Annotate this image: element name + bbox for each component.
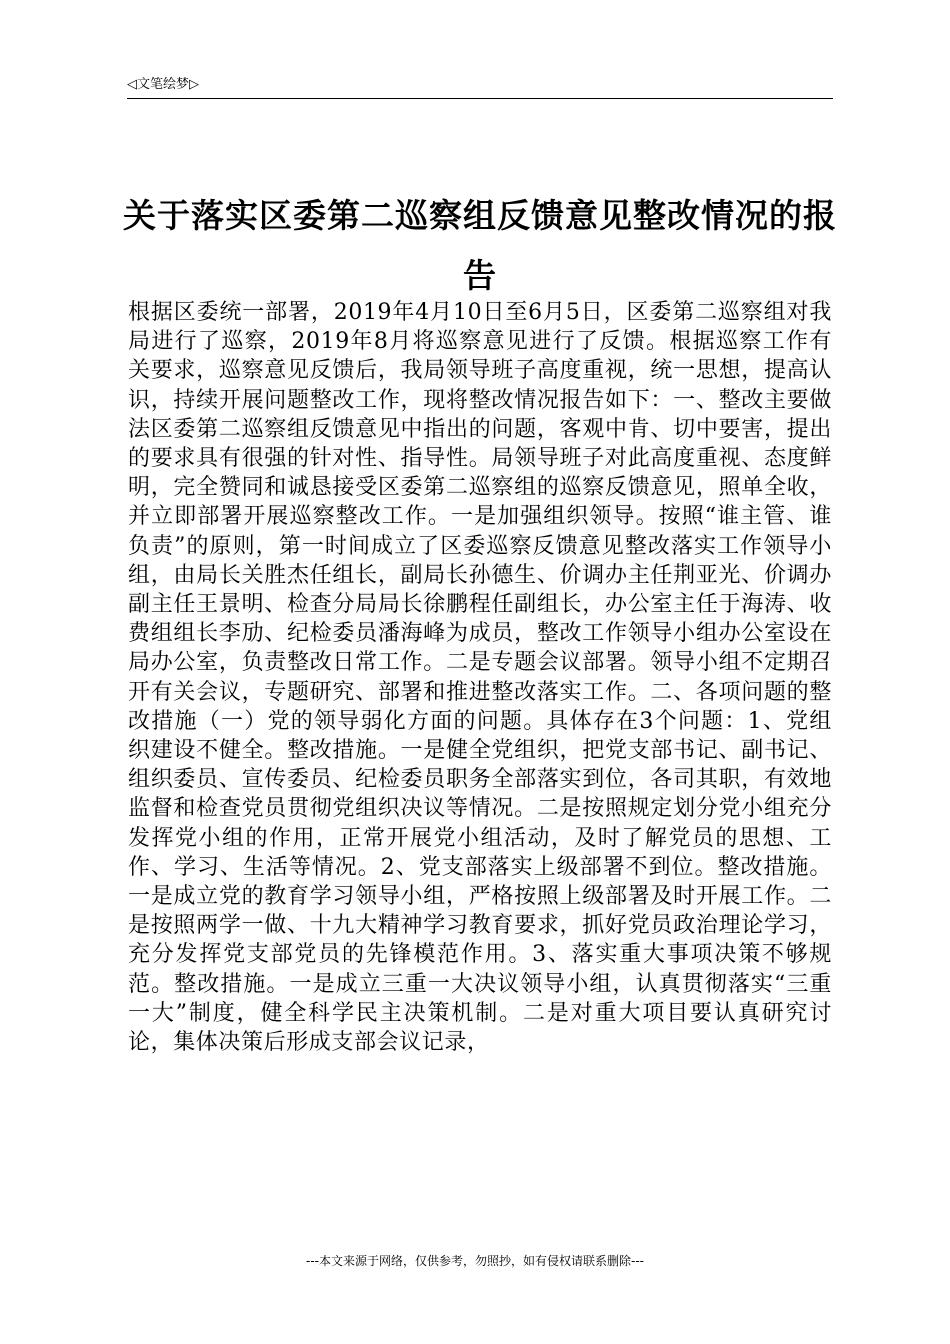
footer-note: ---本文来源于网络，仅供参考，勿照抄，如有侵权请联系删除--- [306, 1254, 644, 1268]
document-title: 关于落实区委第二巡察组反馈意见整改情况的报告 [123, 196, 837, 295]
header-label: ◁文笔绘梦▷ [127, 77, 199, 92]
page-header [127, 76, 833, 99]
document-body: 根据区委统一部署，2019年4月10日至6月5日，区委第二巡察组对我局进行了巡察，2019年8月将巡察意见进行了反馈。根据巡察工作有关要求，巡察意见反馈后，我局领导班子高度重视，统一思想，提高认识，持续开展问题整改工作，现将整改情况报告如下：一、整改主要做法区委第二巡察组反馈意见中指出的问题，客观中肯、切中要害，提出的要求具有很强的针对性、指导性。局领导班子对此高度重视、态度鲜明，完全赞同和诚恳接受区委第二巡察组的巡察反馈意见，照单全收，并立即部署开展巡察整改工作。一是加强组织领导。按照“谁主管、谁负责”的原则，第一时间成立了区委巡察反馈意见整改落实工作领导小组，由局长关胜杰任组长，副局长孙德生、价调办主任荆亚光、价调办副主任王景明、检查分局局长徐鹏程任副组长，办公室主任于海涛、收费组组长李劢、纪检委员潘海峰为成员，整改工作领导小组办公室设在局办公室，负责整改日常工作。二是专题会议部署。领导小组不定期召开有关会议，专题研究、部署和推进整改落实工作。二、各项问题的整改措施（一）党的领导弱化方面的问题。具体存在3个问题：1、党组织建设不健全。整改措施。一是健全党组织，把党支部书记、副书记、组织委员、宣传委员、纪检委员职务全部落实到位，各司其职，有效地监督和检查党员贯彻党组织决议等情况。二是按照规定划分党小组充分发挥党小组的作用，正常开展党小组活动，及时了解党员的思想、工作、学习、生活等情况。2、党支部落实上级部署不到位。整改措施。一是成立党的教育学习领导小组，严格按照上级部署及时开展工作。二是按照两学一做、十九大精神学习教育要求，抓好党员政治理论学习，充分发挥党支部党员的先锋模范作用。3、落实重大事项决策不够规范。整改措施。一是成立三重一大决议领导小组，认真贯彻落实“三重一大”制度，健全科学民主决策机制。二是对重大项目要认真研究讨论，集体决策后形成支部会议记录， [128, 300, 832, 1056]
